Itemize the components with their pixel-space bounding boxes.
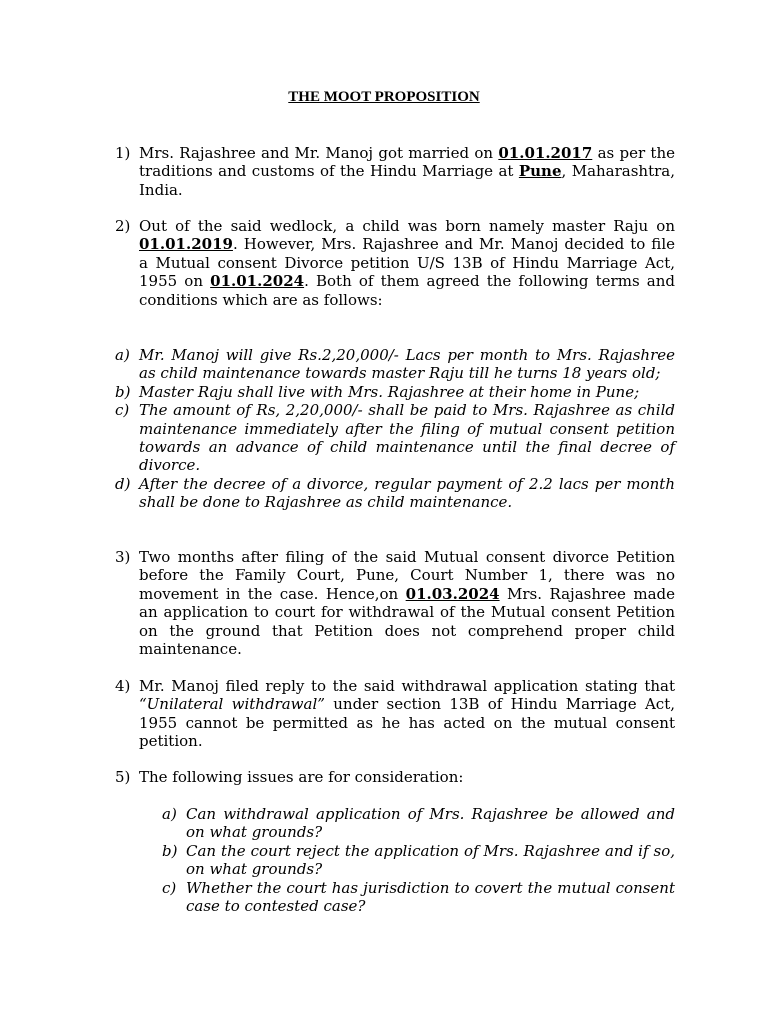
- list-item: b) Can the court reject the application of Mrs. Rajashree and if so, on what grounds?: [162, 841, 675, 879]
- paragraph-text: The following issues are for consideration:: [139, 768, 464, 786]
- paragraph-number: 4): [115, 677, 131, 695]
- list-item: c) Whether the court has jurisdiction to covert the mutual consent case to contested case?: [162, 878, 675, 916]
- terms-list: [115, 346, 675, 512]
- list-item: a) Mr. Manoj will give Rs.2,20,000/- Lacs per month to Mrs. Rajashree as child maintenance towards master Raju till he turns 18 years old;: [115, 346, 675, 383]
- quoted-phrase: “Unilateral withdrawal”: [139, 695, 325, 714]
- marriage-date: 01.01.2017: [498, 144, 593, 162]
- paragraph-number: 2): [115, 217, 131, 235]
- paragraph-2: [115, 217, 675, 309]
- paragraph-3: [115, 548, 675, 658]
- application-date: 01.03.2024: [405, 584, 500, 603]
- marriage-place: Pune: [518, 162, 562, 181]
- list-item: a) Can withdrawal application of Mrs. Rajashree be allowed and on what grounds?: [162, 805, 675, 842]
- petition-date: 01.01.2024: [210, 272, 305, 291]
- birth-date: 01.01.2019: [139, 235, 233, 254]
- list-item: d) After the decree of a divorce, regular payment of 2.2 lacs per month shall be done to Rajashree as child maintenance.: [115, 474, 675, 512]
- paragraph-text: Mrs. Rajashree and Mr. Manoj got married on 01.01.2017 as per the traditions and customs of the Hindu Marriage at Pune, Maharashtra, India.: [139, 144, 675, 199]
- paragraph-4: [115, 677, 675, 751]
- issues-list: [162, 805, 675, 915]
- paragraph-text: Mr. Manoj filed reply to the said withdrawal application stating that “Unilateral withdrawal” under section 13B of Hindu Marriage Act, 1955 cannot be permitted as he has acted on the mutual consent petition.: [139, 677, 675, 751]
- paragraph-number: 5): [115, 768, 131, 786]
- list-item: b) Master Raju shall live with Mrs. Rajashree at their home in Pune;: [115, 382, 640, 401]
- paragraph-number: 1): [115, 144, 131, 162]
- page-title: THE MOOT PROPOSITION: [288, 89, 480, 105]
- paragraph-1: [115, 144, 675, 199]
- paragraph-5: [115, 768, 675, 786]
- paragraph-text: Out of the said wedlock, a child was born namely master Raju on 01.01.2019. However, Mrs. Rajashree and Mr. Manoj decided to file a Mutual consent Divorce petition U/S 13B of Hindu Marriage Act, 1955 on 01.01.2024. Both of them agreed the following terms and conditions which are as follows:: [139, 217, 675, 309]
- paragraph-text: Two months after filing of the said Mutual consent divorce Petition before the Family Court, Pune, Court Number 1, there was no movement in the case. Hence,on 01.03.2024 Mrs. Rajashree made an application to court for withdrawal of the Mutual consent Petition on the ground that Petition does not comprehend proper child maintenance.: [139, 548, 675, 659]
- list-item: c) The amount of Rs, 2,20,000/- shall be paid to Mrs. Rajashree as child maintenance immediately after the filing of mutual consent petition towards an advance of child maintenance until the final decree of divorce.: [115, 401, 675, 475]
- paragraph-number: 3): [115, 548, 131, 566]
